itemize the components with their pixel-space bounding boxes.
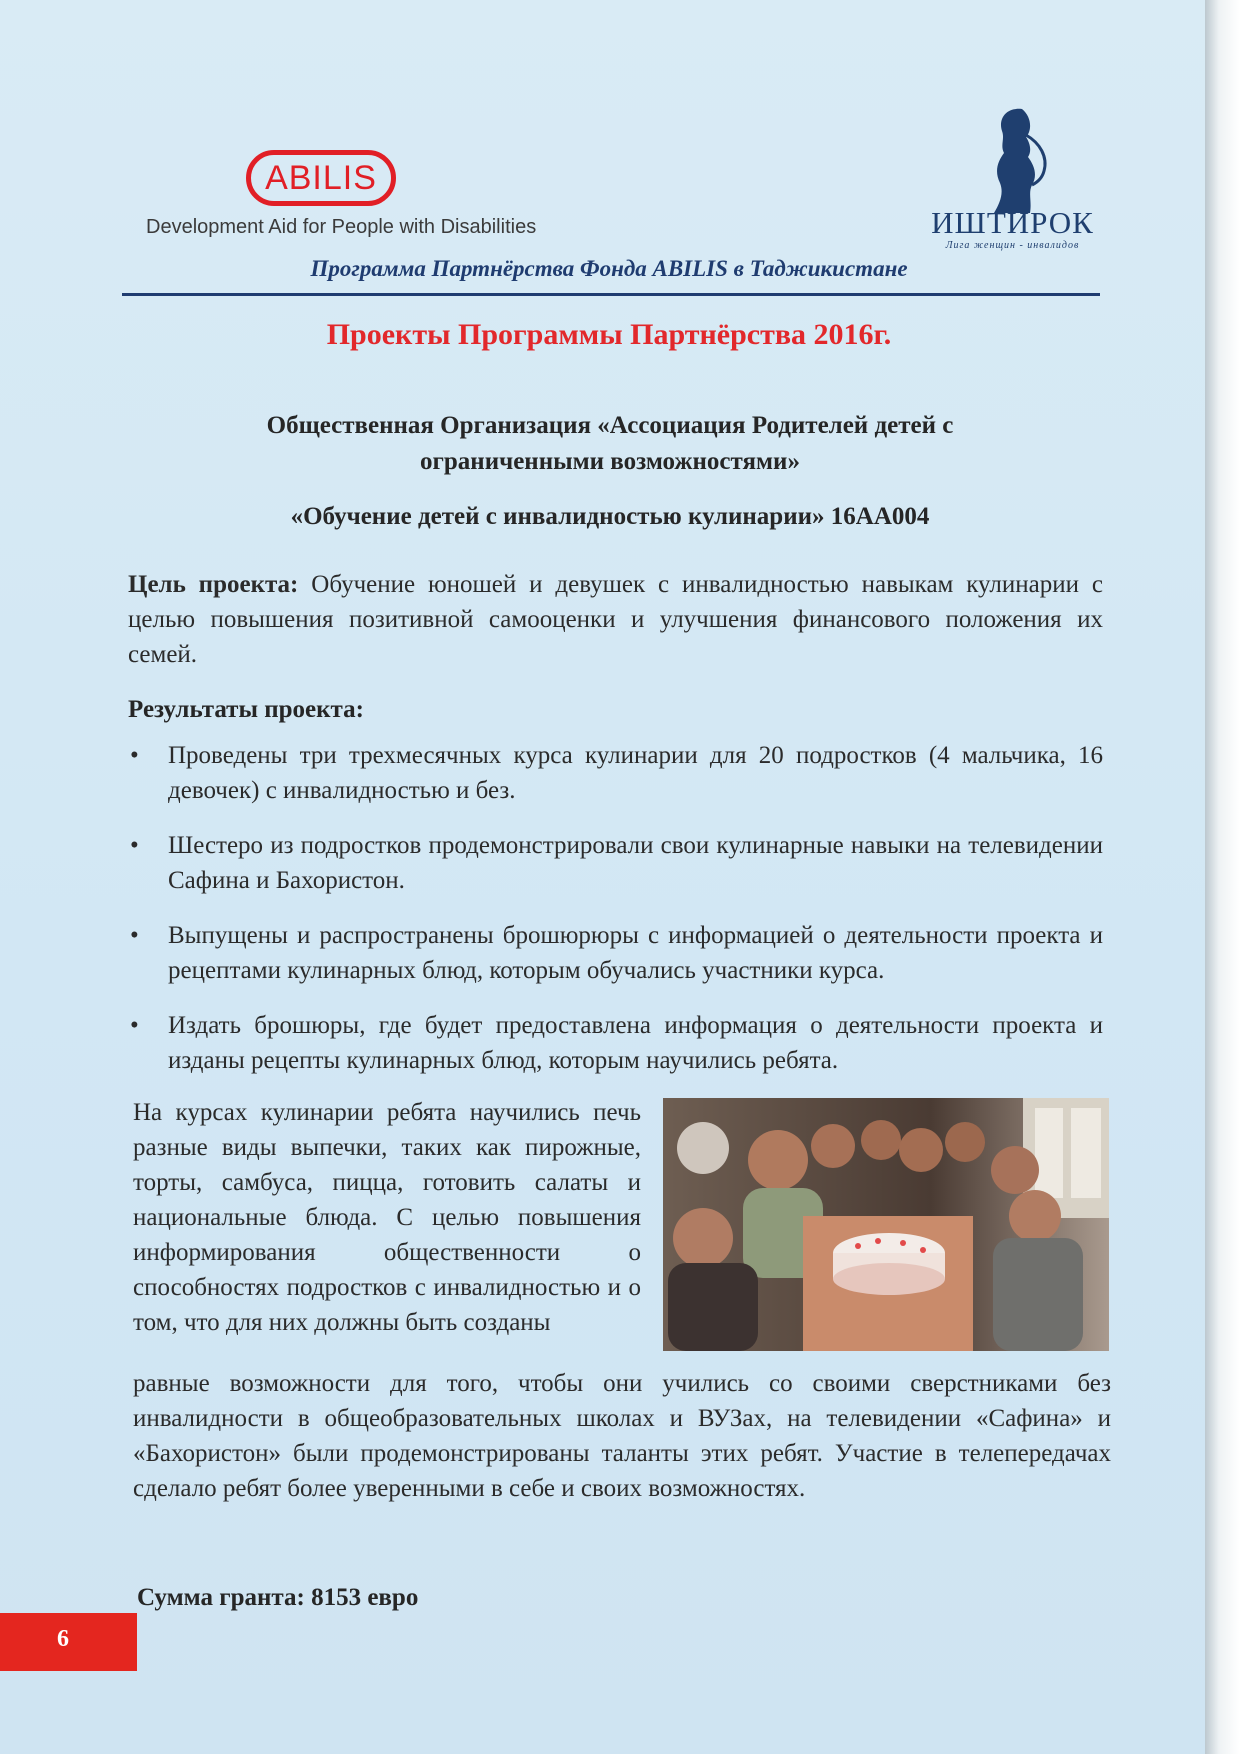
result-item: • Шестеро из подростков продемонстрировали свои кулинарные навыки на телевидении Сафина и Бахористон. (128, 828, 1103, 898)
grant-amount (137, 1584, 418, 1612)
page-number: 6 (57, 1626, 69, 1652)
ishtirok-logo (920, 105, 1105, 255)
grant-value: 8153 евро (311, 1584, 419, 1611)
ishtirok-tagline: Лига женщин - инвалидов (945, 240, 1080, 251)
cooking-class-photo (663, 1098, 1109, 1351)
results-label: Результаты проекта: (128, 696, 364, 723)
abilis-tagline: Development Aid for People with Disabilities (146, 216, 537, 238)
goal-label: Цель проекта: (128, 571, 299, 598)
result-item: • Выпущены и распространены брошюрюры с информацией о деятельности проекта и рецептами кулинарных блюд, которым обучались участники курса. (128, 918, 1103, 988)
woman-silhouette-icon (970, 105, 1060, 215)
projects-title: Проекты Программы Партнёрства 2016г. (326, 318, 892, 351)
result-item: • Издать брошюры, где будет предоставлена информация о деятельности проекта и изданы рецепты кулинарных блюд, которым научились ребята. (128, 1008, 1103, 1078)
abilis-logo (146, 150, 537, 250)
bullet-icon: • (130, 922, 139, 949)
goal-text: Обучение юношей и девушек с инвалидностью навыкам кулинарии с целью повышения позитивной самооценки и улучшения финансового положения их семей. (128, 571, 1103, 668)
narrative-beside-photo: На курсах кулинарии ребята научились печь разные виды выпечки, таких как пирожные, торты, самбуса, пицца, готовить салаты и национальные блюда. С целью повышения информирования общественности о способностях подростков с инвалидностью и о том, что для них должны быть созданы (133, 1099, 641, 1336)
organization-title (140, 408, 1080, 480)
program-title: Программа Партнёрства Фонда ABILIS в Таджикистане (310, 256, 908, 281)
organization-title-line1: Общественная Организация «Ассоциация Родителей детей с (266, 412, 954, 439)
grant-label: Сумма гранта: (137, 1584, 305, 1611)
narrative-below-photo: равные возможности для того, чтобы они учились со своими сверстниками без инвалидности в общеобразовательных школах и ВУЗах, на телевидении «Сафина» и «Бахористон» были продемонстрированы таланты этих ребят. Участие в телепередачах сделало ребят более уверенными в себе и своих возможностях. (133, 1370, 1111, 1502)
bullet-icon: • (130, 1012, 139, 1039)
ishtirok-name: ИШТИРОК (931, 205, 1094, 240)
bullet-icon: • (130, 832, 139, 859)
results-list (128, 738, 1103, 1098)
page-edge-shadow (1205, 0, 1240, 1754)
organization-title-line2: ограниченными возможностями» (420, 448, 800, 475)
project-goal (128, 567, 1103, 672)
bullet-icon: • (130, 742, 139, 769)
group-with-cake-image (663, 1098, 1109, 1351)
abilis-logo-mark: ABILIS (246, 150, 396, 206)
result-item: • Проведены три трехмесячных курса кулинарии для 20 подростков (4 мальчика, 16 девочек) с инвалидностью и без. (128, 738, 1103, 808)
header-divider (122, 293, 1100, 296)
project-name: «Обучение детей с инвалидностью кулинарии» 16АА004 (290, 503, 930, 530)
